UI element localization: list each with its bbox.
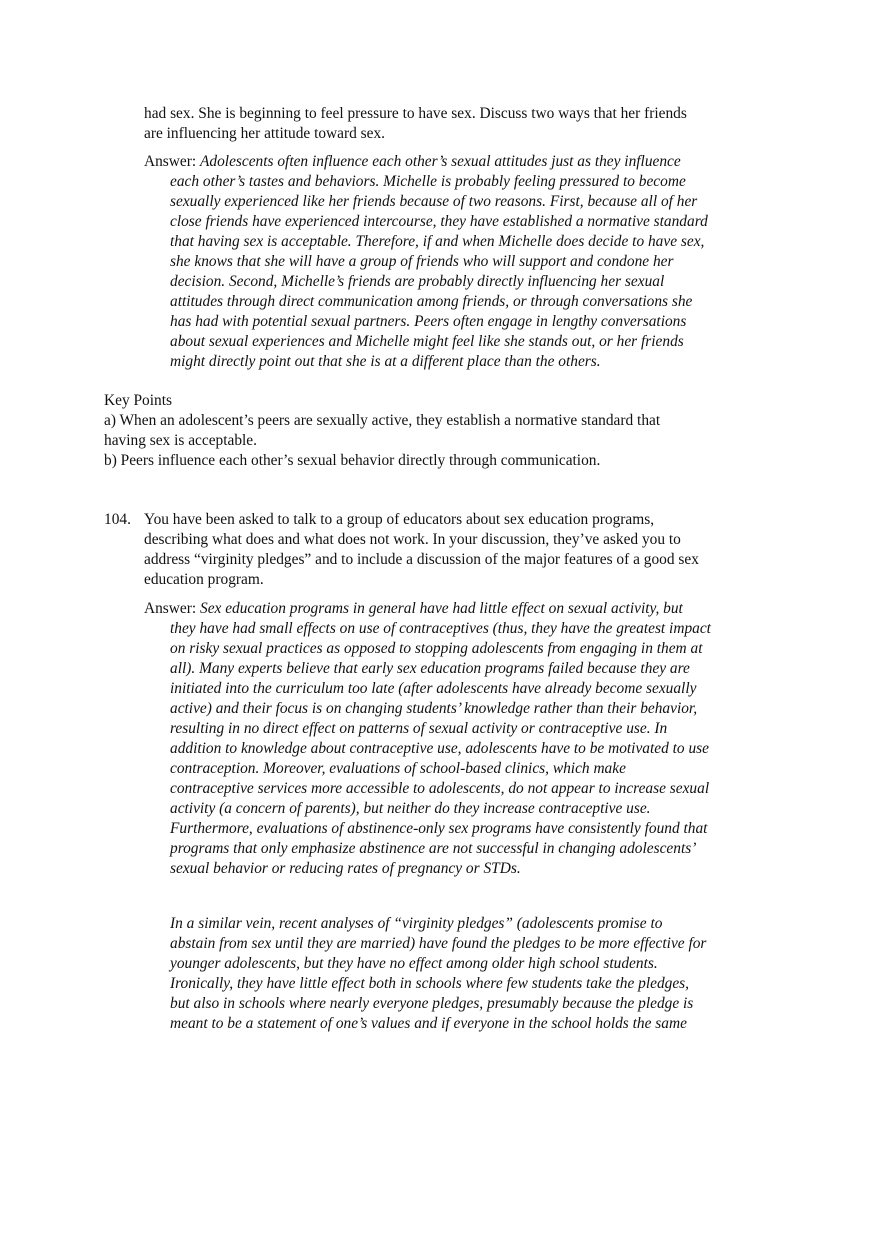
q104-question-line: address “virginity pledges” and to include a discussion of the major features of a good sex	[144, 551, 699, 568]
q103-answer-line: sexually experienced like her friends because of two reasons. First, because all of her	[170, 193, 698, 210]
q103-answer-text: Adolescents often influence each other’s sexual attitudes just as they influence	[200, 153, 681, 170]
q104-answer-line: Furthermore, evaluations of abstinence-only sex programs have consistently found that	[170, 820, 708, 837]
q104-answer-line: on risky sexual practices as opposed to stopping adolescents from engaging in them at	[170, 640, 703, 657]
q103-answer-line: decision. Second, Michelle’s friends are probably directly influencing her sexual	[170, 273, 665, 290]
key-points-heading: Key Points	[104, 392, 172, 409]
q104-question-line: You have been asked to talk to a group of educators about sex education programs,	[144, 511, 655, 528]
q103-answer-line: might directly point out that she is at a different place than the others.	[170, 353, 601, 370]
q104-answer-line: contraceptive services more accessible to adolescents, do not appear to increase sexual	[170, 780, 710, 797]
q103-answer-line: each other’s tastes and behaviors. Michelle is probably feeling pressured to become	[170, 173, 686, 190]
q103-answer-line: has had with potential sexual partners. Peers often engage in lengthy conversations	[170, 313, 687, 330]
q103-answer-line: close friends have experienced intercourse, they have established a normative standard	[170, 213, 708, 230]
q103-answer-line: attitudes through direct communication among friends, or through conversations she	[170, 293, 693, 310]
q104-answer-line: contraception. Moreover, evaluations of school-based clinics, which make	[170, 760, 626, 777]
key-point-line: having sex is acceptable.	[104, 432, 257, 449]
q104-answer-line: initiated into the curriculum too late (after adolescents have already become sexually	[170, 680, 697, 697]
q104-answer-line: all). Many experts believe that early sex education programs failed because they are	[170, 660, 690, 677]
q104-para2-line: In a similar vein, recent analyses of “virginity pledges” (adolescents promise to	[170, 915, 663, 932]
q104-answer-line: sexual behavior or reducing rates of pregnancy or STDs.	[170, 860, 521, 877]
q103-question-line: had sex. She is beginning to feel pressure to have sex. Discuss two ways that her friends	[144, 105, 687, 122]
q103-answer-line: that having sex is acceptable. Therefore, if and when Michelle does decide to have sex,	[170, 233, 705, 250]
key-point-line: b) Peers influence each other’s sexual behavior directly through communication.	[104, 452, 601, 469]
q104-question-line: education program.	[144, 571, 264, 588]
q104-para2-line: but also in schools where nearly everyone pledges, presumably because the pledge is	[170, 995, 694, 1012]
q104-answer-label: Answer:	[144, 600, 200, 617]
q104-question-line: describing what does and what does not work. In your discussion, they’ve asked you to	[144, 531, 681, 548]
key-point-line: a) When an adolescent’s peers are sexually active, they establish a normative standard that	[104, 412, 661, 429]
q104-para2-line: abstain from sex until they are married) have found the pledges to be more effective for	[170, 935, 707, 952]
q103-answer-label: Answer:	[144, 153, 200, 170]
q104-answer-text: Sex education programs in general have had little effect on sexual activity, but	[200, 600, 683, 617]
q103-answer-line: about sexual experiences and Michelle might feel like she stands out, or her friends	[170, 333, 684, 350]
q104-answer-first-line	[144, 599, 683, 619]
q104-para2-line: younger adolescents, but they have no effect among older high school students.	[170, 955, 658, 972]
q104-answer-line: active) and their focus is on changing students’ knowledge rather than their behavior,	[170, 700, 698, 717]
q104-answer-line: addition to knowledge about contraceptive use, adolescents have to be motivated to use	[170, 740, 709, 757]
q104-answer-line: they have had small effects on use of contraceptives (thus, they have the greatest impact	[170, 620, 711, 637]
q104-answer-line: resulting in no direct effect on patterns of sexual activity or contraceptive use. In	[170, 720, 668, 737]
q103-question-line: are influencing her attitude toward sex.	[144, 125, 386, 142]
q104-answer-line: activity (a concern of parents), but neither do they increase contraceptive use.	[170, 800, 651, 817]
q104-para2-line: Ironically, they have little effect both in schools where few students take the pledges,	[170, 975, 690, 992]
q104-answer-line: programs that only emphasize abstinence are not successful in changing adolescents’	[170, 840, 697, 857]
q103-answer-line: she knows that she will have a group of friends who will support and condone her	[170, 253, 674, 270]
q104-number: 104.	[104, 511, 131, 528]
q104-para2-line: meant to be a statement of one’s values and if everyone in the school holds the same	[170, 1015, 687, 1032]
q103-answer-first-line	[144, 152, 681, 172]
